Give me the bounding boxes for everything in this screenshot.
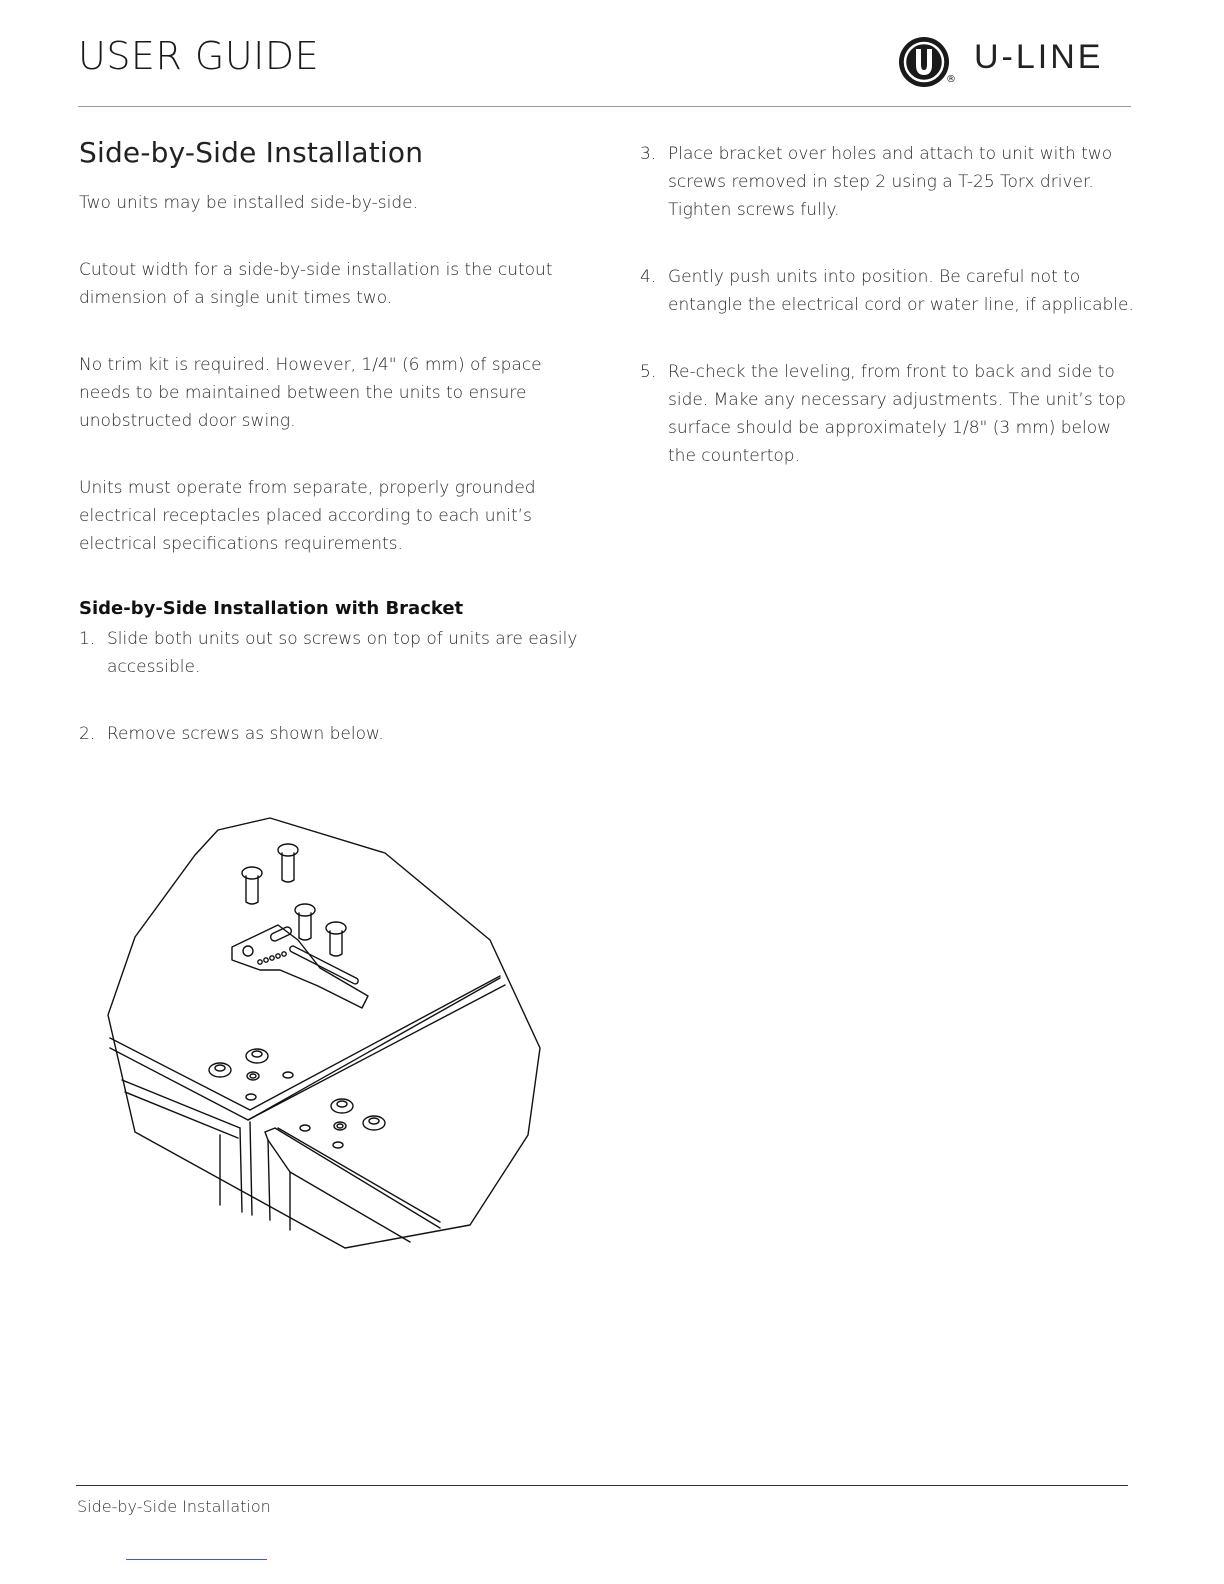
step-2 bbox=[79, 720, 579, 748]
step-number: 3. bbox=[640, 144, 657, 164]
screw-head-icon bbox=[363, 1116, 385, 1130]
step-3 bbox=[640, 140, 1140, 224]
step-4 bbox=[640, 263, 1140, 319]
brand-logo bbox=[898, 34, 1134, 90]
footer-accent-line bbox=[126, 1559, 267, 1560]
page-header-title: USER GUIDE bbox=[78, 34, 320, 78]
screw-icon bbox=[242, 867, 262, 904]
step-text: Re-check the leveling, from front to back and side to side. Make any necessary adjustments. The unit’s top surface should be approximately 1/8" (3 mm) below the countertop. bbox=[668, 362, 1126, 466]
step-5 bbox=[640, 358, 1140, 470]
step-number: 4. bbox=[640, 267, 657, 287]
brand-wordmark: U-LINE bbox=[974, 38, 1104, 76]
screw-icon bbox=[278, 844, 298, 882]
section-title: Side-by-Side Installation bbox=[79, 136, 424, 169]
bracket-subheading: Side-by-Side Installation with Bracket bbox=[79, 598, 464, 619]
screw-head-icon bbox=[246, 1049, 268, 1063]
step-text: Remove screws as shown below. bbox=[107, 724, 384, 744]
footer-section-label: Side-by-Side Installation bbox=[77, 1497, 271, 1516]
left-column bbox=[79, 136, 579, 787]
screw-head-icon bbox=[331, 1099, 353, 1113]
step-text: Gently push units into position. Be careful not to entangle the electrical cord or water line, if applicable. bbox=[668, 267, 1134, 315]
paragraph-2: Cutout width for a side-by-side installation is the cutout dimension of a single unit times two. bbox=[79, 260, 553, 308]
right-column bbox=[640, 140, 1140, 509]
header-divider bbox=[78, 106, 1131, 107]
paragraph-1: Two units may be installed side-by-side. bbox=[79, 193, 418, 213]
paragraph-3: No trim kit is required. However, 1/4" (6 mm) of space needs to be maintained between the units to ensure unobstructed door swing. bbox=[79, 355, 542, 431]
step-text: Slide both units out so screws on top of units are easily accessible. bbox=[107, 629, 578, 677]
step-1 bbox=[79, 625, 579, 681]
step-number: 2. bbox=[79, 724, 96, 744]
paragraph-4: Units must operate from separate, properly grounded electrical receptacles placed according to each unit’s electrical specifications requirements. bbox=[79, 478, 536, 554]
step-number: 5. bbox=[640, 362, 657, 382]
step-text: Place bracket over holes and attach to unit with two screws removed in step 2 using a T-25 Torx driver. Tighten screws fully. bbox=[668, 144, 1113, 220]
screw-icon bbox=[295, 904, 315, 940]
bracket-installation-diagram bbox=[100, 810, 550, 1260]
footer-divider bbox=[76, 1485, 1128, 1486]
step-number: 1. bbox=[79, 629, 96, 649]
registered-mark: ® bbox=[946, 74, 956, 85]
screw-icon bbox=[326, 922, 346, 956]
screw-head-icon bbox=[209, 1063, 231, 1077]
